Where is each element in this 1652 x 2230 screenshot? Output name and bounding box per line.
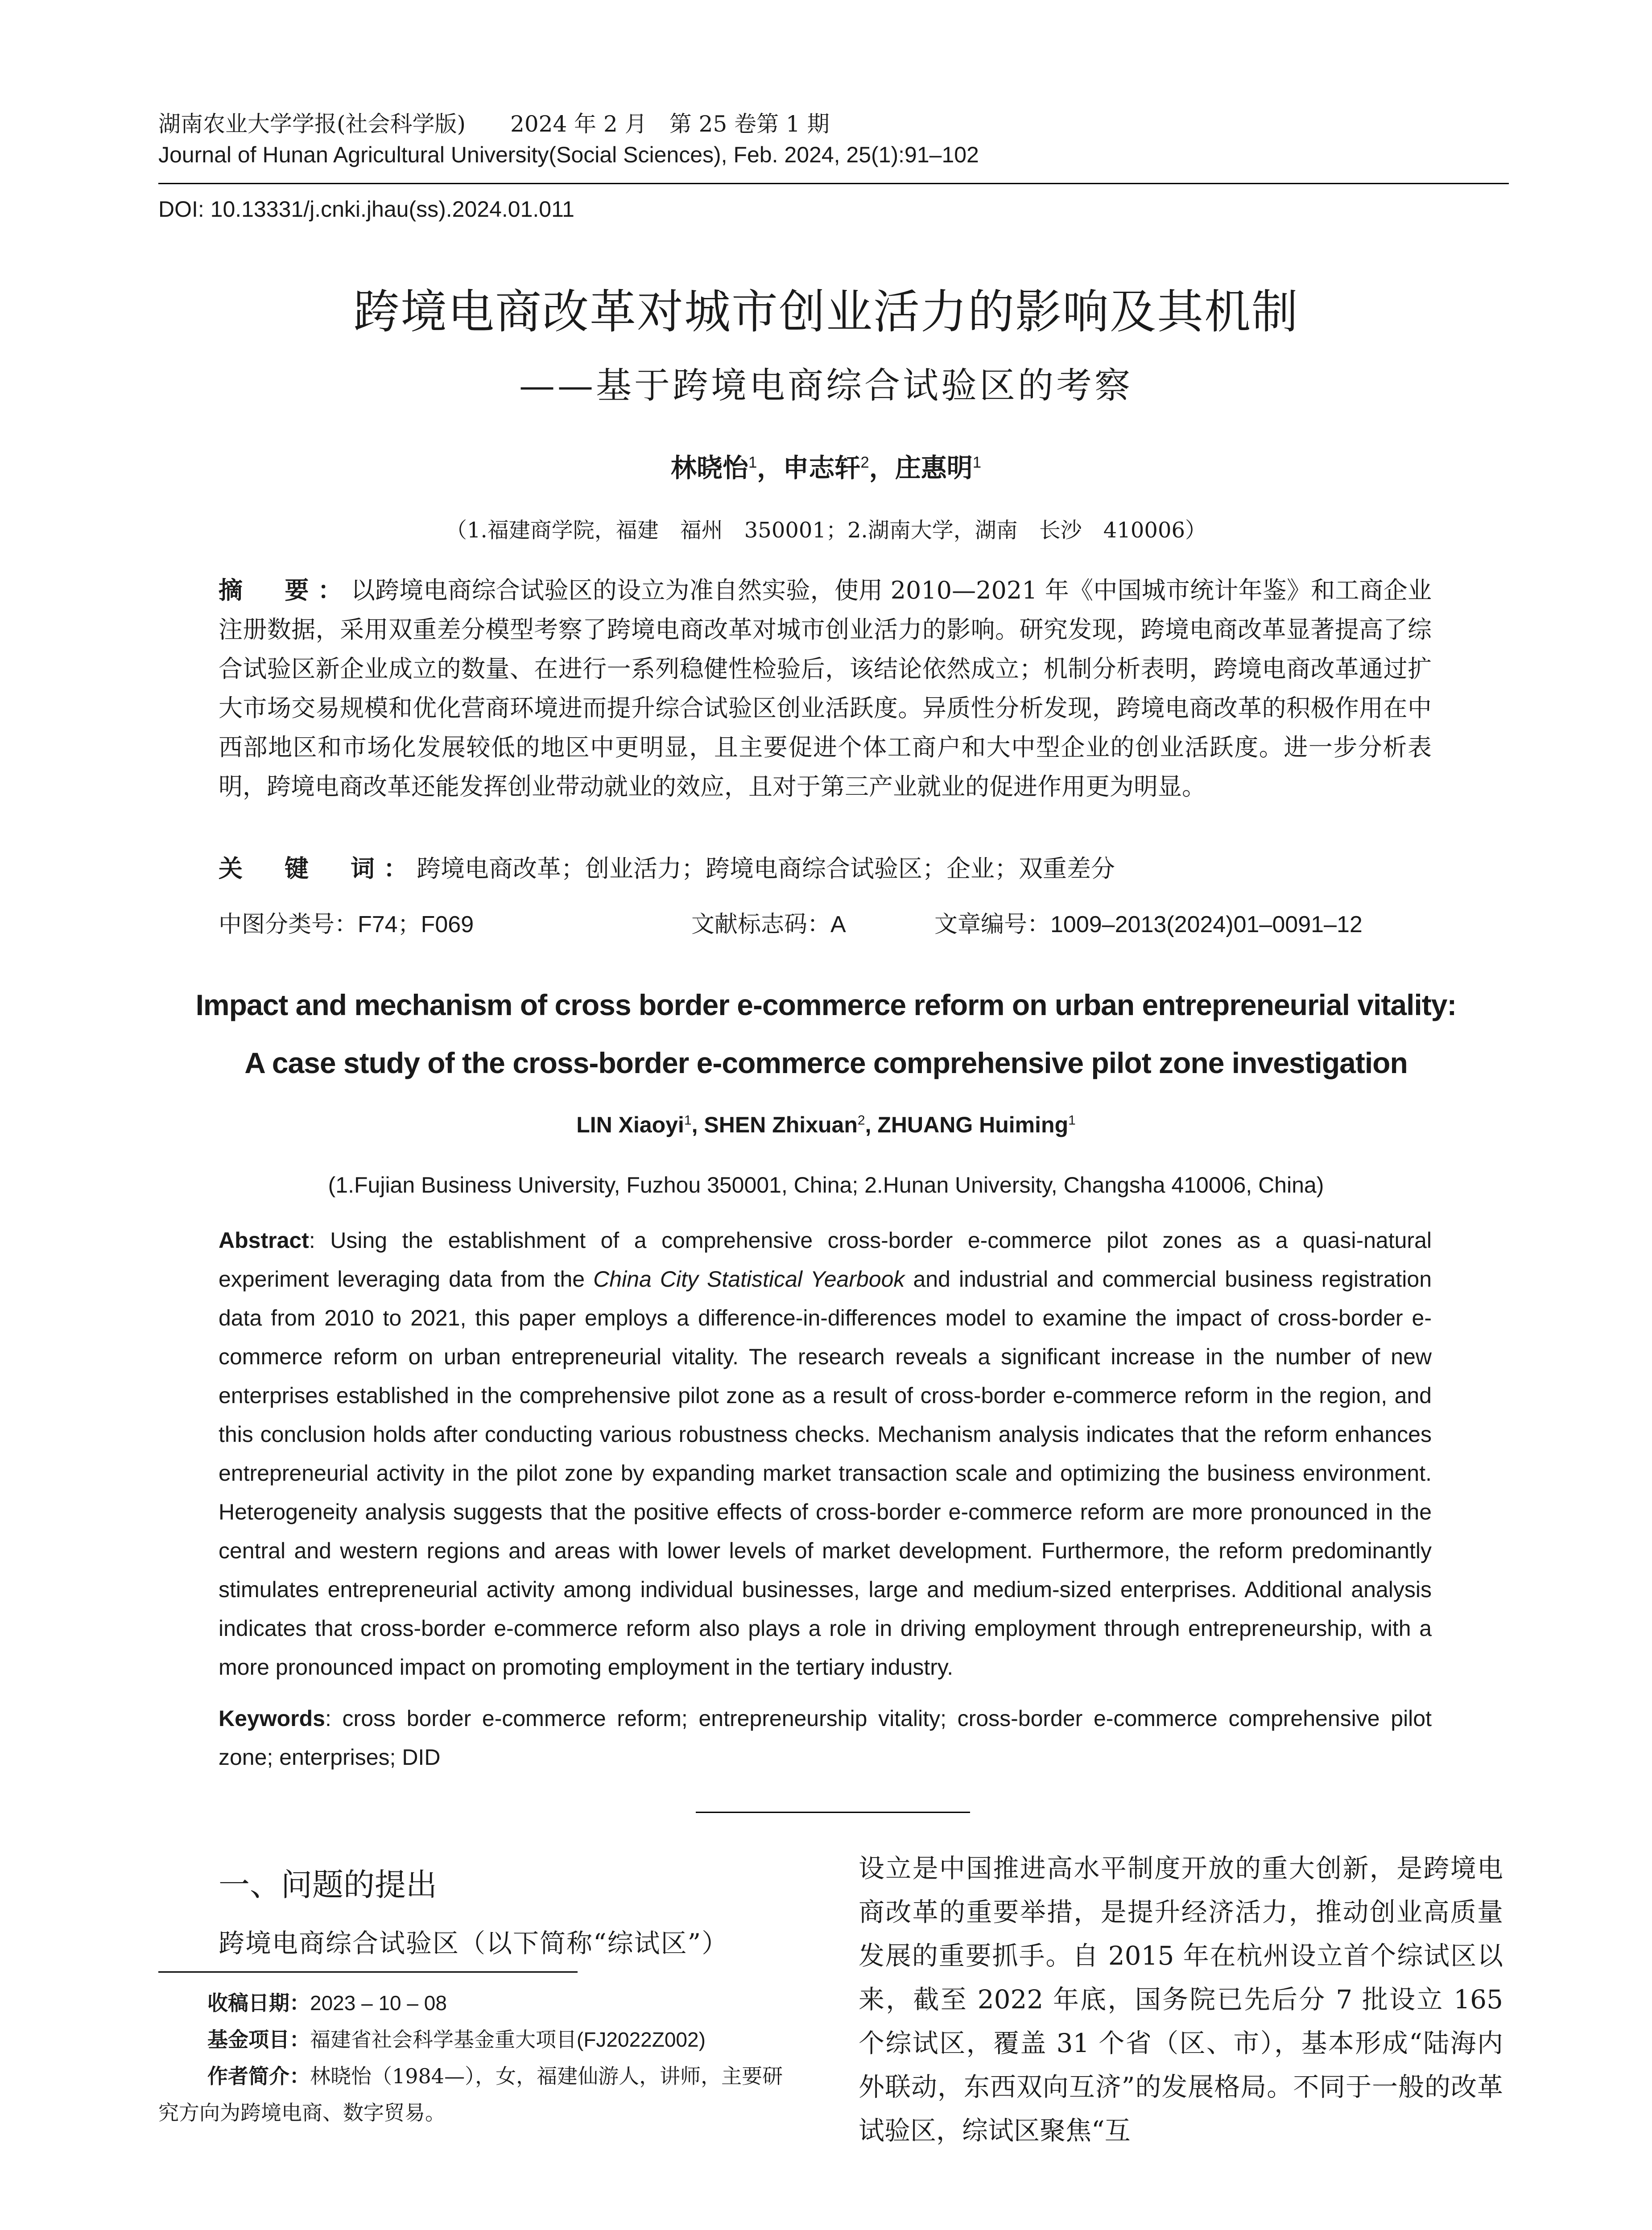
author-cn: 申志轩: [783, 454, 861, 483]
journal-header-cn: 湖南农业大学学报(社会科学版) 2024 年 2 月 第 25 卷第 1 期: [158, 111, 830, 137]
keywords-cn-label: 关 键 词：: [219, 855, 417, 882]
author-affil-mark: 1: [1068, 1113, 1076, 1128]
abstract-en-text-2: and industrial and commercial business registration data from 2010 to 2021, this paper employs a difference-in-differences model to examine the impact of cross-border e-commerce reform on urban entrepreneurial vitality. The research reveals a significant increase in the number of new enterprises established in the comprehensive pilot zone as a result of cross-border e-commerce reform in the region, and this conclusion holds after conducting various robustness checks. Mechanism analysis indicates that the reform enhances entrepreneurial activity in the pilot zone by expanding market transaction scale and optimizing the business environment. Heterogeneity analysis suggests that the positive effects of cross-border e-commerce reform are more pronounced in the central and western regions and areas with lower levels of market development. Furthermore, the reform predominantly stimulates entrepreneurial activity among individual businesses, large and medium-sized enterprises. Additional analysis indicates that cross-border e-commerce reform also plays a role in driving employment through entrepreneurship, with a more pronounced impact on promoting employment in the tertiary industry.: [219, 1267, 1432, 1680]
author-en: LIN Xiaoyi: [576, 1112, 684, 1137]
abstract-en: [219, 1221, 1432, 1687]
footnotes: [158, 1985, 792, 2131]
journal-header-en: Journal of Hunan Agricultural University(Social Sciences), Feb. 2024, 25(1):91–102: [158, 142, 979, 167]
author-affil-mark: 1: [748, 454, 757, 471]
author-affil-mark: 1: [684, 1113, 692, 1128]
article-number: 文章编号：1009–2013(2024)01–0091–12: [934, 912, 1363, 937]
body-first-line: 跨境电商综合试验区（以下简称“综试区”）: [219, 1928, 729, 1958]
keywords-en: [219, 1699, 1432, 1777]
footnote-author-bio: 作者简介：林晓怡（1984—），女，福建仙游人，讲师，主要研究方向为跨境电商、数字贸易。: [158, 2064, 783, 2125]
title-en-line2: A case study of the cross-border e-commerce comprehensive pilot zone investigation: [244, 1046, 1408, 1079]
author-affil-mark: 1: [972, 454, 982, 471]
abstract-cn-label: 摘 要：: [219, 577, 351, 604]
author-cn: 庄惠明: [895, 454, 973, 483]
author-cn: 林晓怡: [670, 454, 748, 483]
doi: DOI: 10.13331/j.cnki.jhau(ss).2024.01.011: [158, 197, 574, 222]
author-en: ZHUANG Huiming: [877, 1112, 1069, 1137]
document-code: 文献标志码：A: [691, 912, 846, 937]
authors-cn: 林晓怡$^1$，申志轩$^2$，庄惠明$^1$: [670, 454, 982, 483]
title-cn: 跨境电商改革对城市创业活力的影响及其机制: [353, 286, 1299, 338]
authors-en: LIN Xiaoyi$^1$, SHEN Zhixuan$^2$, ZHUANG Huiming$^1$: [576, 1112, 1076, 1137]
author-affil-mark: 2: [860, 454, 869, 471]
abstract-en-label: Abstract: [219, 1228, 309, 1253]
affiliation-cn: （1.福建商学院，福建 福州 350001；2.湖南大学，湖南 长沙 410006）: [445, 518, 1207, 543]
header-rule: [158, 183, 1509, 184]
abstract-cn: [219, 571, 1432, 806]
footnote-rule: [158, 1971, 578, 1973]
classification-row: [219, 905, 1432, 937]
abstract-cn-text: 以跨境电商综合试验区的设立为准自然实验，使用 2010—2021 年《中国城市统计年鉴》和工商企业注册数据，采用双重差分模型考察了跨境电商改革对城市创业活力的影响。研究发现，跨境电商改革显著提高了综合试验区新企业成立的数量、在进行一系列稳健性检验后，该结论依然成立；机制分析表明，跨境电商改革通过扩大市场交易规模和优化营商环境进而提升综合试验区创业活跃度。异质性分析发现，跨境电商改革的积极作用在中西部地区和市场化发展较低的地区中更明显，且主要促进个体工商户和大中型企业的创业活跃度。进一步分析表明，跨境电商改革还能发挥创业带动就业的效应，且对于第三产业就业的促进作用更为明显。: [219, 576, 1432, 801]
footnote-received: 收稿日期：2023 – 10 – 08: [207, 1991, 447, 2015]
affiliation-en: (1.Fujian Business University, Fuzhou 350001, China; 2.Hunan University, Changsha 410006, China): [328, 1173, 1324, 1198]
keywords-en-label: Keywords: [219, 1706, 325, 1731]
author-en: SHEN Zhixuan: [704, 1112, 858, 1137]
abstract-en-yearbook-title: China City Statistical Yearbook: [593, 1267, 905, 1292]
section-heading: 一、问题的提出: [219, 1867, 437, 1902]
keywords-cn: [219, 850, 1432, 884]
title-en-line1: Impact and mechanism of cross border e-commerce reform on urban entrepreneurial vitality:: [195, 988, 1457, 1021]
abstract-en-text-1: : Using the establishment of a comprehensive cross-border e-commerce pilot zones as a quasi-natural experiment leveraging data from the: [219, 1228, 1432, 1292]
body-right-column: 设立是中国推进高水平制度开放的重大创新，是跨境电商改革的重要举措，是提升经济活力，推动创业高质量发展的重要抓手。自 2015 年在杭州设立首个综试区以来，截至 2022 年底，国务院已先后分 7 批设立 165 个综试区，覆盖 31 个省（区、市），基本形成“陆海内外联动，东西双向互济”的发展格局。不同于一般的改革试验区，综试区聚焦“互: [859, 1853, 1503, 2146]
keywords-en-text: : cross border e-commerce reform; entrepreneurship vitality; cross-border e-commerce comprehensive pilot zone; enterprises; DID: [219, 1706, 1432, 1770]
keywords-cn-text: 跨境电商改革；创业活力；跨境电商综合试验区；企业；双重差分: [417, 855, 1115, 883]
subtitle-cn: ——基于跨境电商综合试验区的考察: [519, 365, 1133, 406]
section-divider: [696, 1812, 970, 1813]
clc-number: 中图分类号：F74；F069: [219, 912, 474, 937]
footnote-funding: 基金项目：福建省社会科学基金重大项目(FJ2022Z002): [207, 2028, 706, 2051]
author-affil-mark: 2: [857, 1113, 865, 1128]
